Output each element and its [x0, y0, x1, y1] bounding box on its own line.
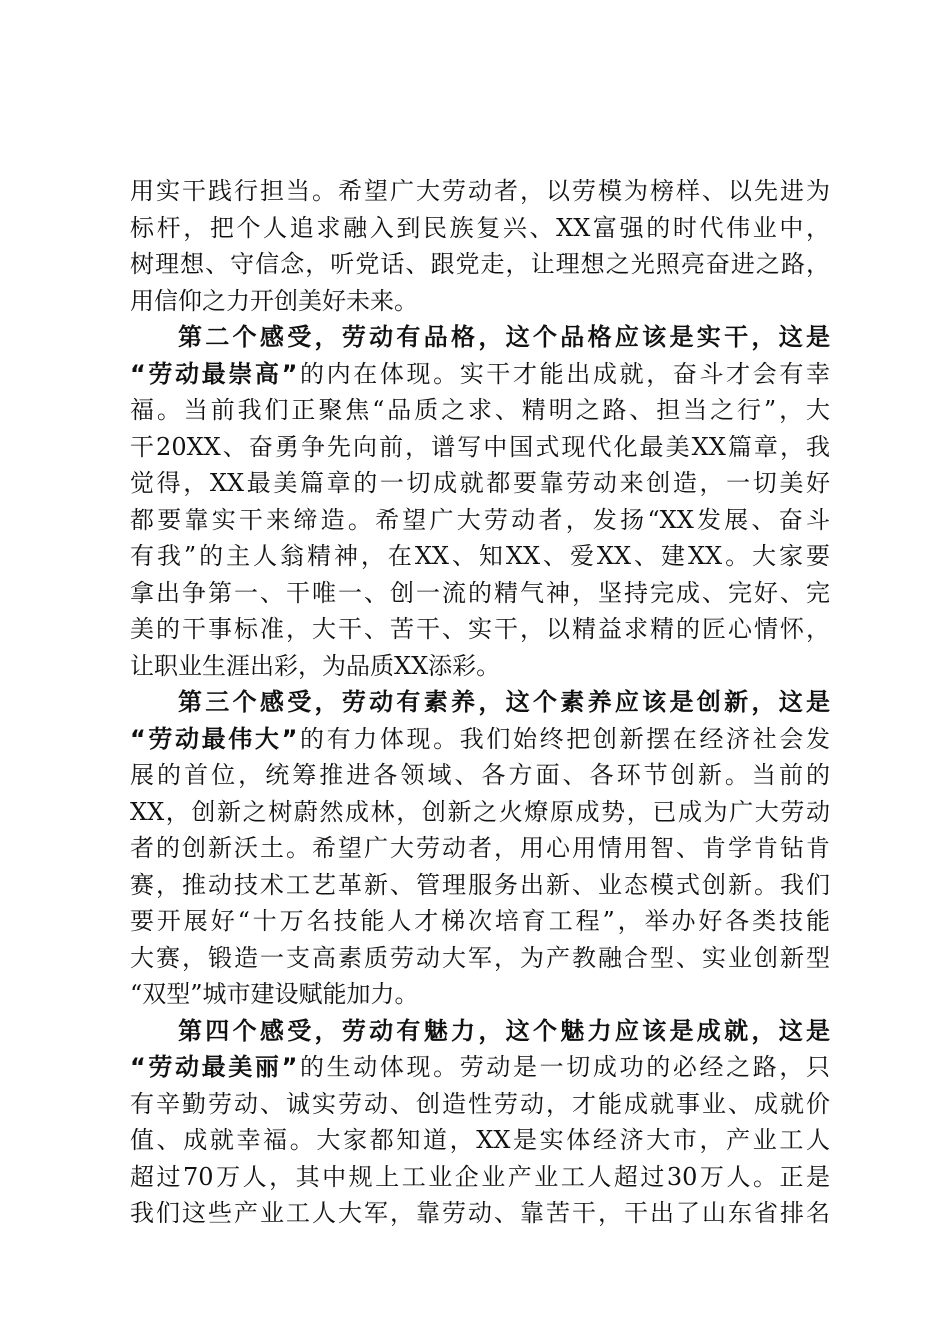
text-span: 的有力体现。我们始终把创新摆在经济社会发 — [297, 724, 830, 753]
text-line: 拿出争第一、干唯一、创一流的精气神，坚持完成、完好、完 — [130, 578, 830, 607]
text-line: 福。当前我们正聚焦“品质之求、精明之路、担当之行”，大 — [130, 396, 830, 424]
text-line: 觉得，XX最美篇章的一切成就都要靠劳动来创造，一切美好 — [130, 469, 830, 497]
text-line: 美的干事标准，大干、苦干、实干，以精益求精的匠心情怀， — [130, 615, 830, 643]
text-line: 让职业生涯出彩，为品质XX添彩。 — [130, 651, 501, 680]
text-line: 要开展好“十万名技能人才梯次培育工程”，举办好各类技能 — [130, 907, 830, 935]
text-line: 者的创新沃土。希望广大劳动者，用心用情用智、肯学肯钻肯 — [130, 834, 830, 862]
paragraph-heading: 第三个感受，劳动有素养，这个素养应该是创新，这是 — [178, 688, 830, 716]
text-line: 赛，推动技术工艺革新、管理服务出新、业态模式创新。我们 — [130, 870, 830, 899]
text-line: 标杆，把个人追求融入到民族复兴、XX富强的时代伟业中， — [130, 213, 830, 242]
text-line: 用信仰之力开创美好未来。 — [130, 286, 418, 315]
text-line: 我们这些产业工人大军，靠劳动、靠苦干，干出了山东省排名 — [130, 1199, 830, 1227]
text-line: 有我”的主人翁精神，在XX、知XX、爱XX、建XX。大家要 — [130, 542, 830, 570]
paragraph-heading: “劳动最伟大” — [130, 724, 298, 753]
paragraph-2 — [130, 319, 830, 684]
text-span: 的内在体现。实干才能出成就，奋斗才会有幸 — [297, 359, 830, 388]
paragraph-heading: “劳动最崇高” — [130, 359, 298, 388]
text-line: 用实干践行担当。希望广大劳动者，以劳模为榜样、以先进为 — [130, 177, 830, 205]
text-span: 的生动体现。劳动是一切成功的必经之路，只 — [297, 1053, 830, 1081]
paragraph-4 — [130, 1013, 830, 1232]
paragraph-heading: 第二个感受，劳动有品格，这个品格应该是实干，这是 — [178, 323, 830, 351]
paragraph-3 — [130, 684, 830, 1013]
paragraph-1 — [130, 173, 830, 319]
text-line — [130, 319, 830, 356]
text-line — [130, 356, 830, 393]
text-line: 干20XX、奋勇争先向前，谱写中国式现代化最美XX篇章，我 — [130, 432, 830, 461]
text-line: 都要靠实干来缔造。希望广大劳动者，发扬“XX发展、奋斗 — [130, 505, 830, 534]
text-line: XX，创新之树蔚然成林，创新之火燎原成势，已成为广大劳动 — [130, 797, 830, 826]
text-line — [130, 721, 830, 758]
text-line: 树理想、守信念，听党话、跟党走，让理想之光照亮奋进之路， — [130, 250, 830, 278]
text-line: 有辛勤劳动、诚实劳动、创造性劳动，才能成就事业、成就价 — [130, 1089, 830, 1118]
text-line — [130, 1049, 830, 1086]
paragraph-heading: 第四个感受，劳动有魅力，这个魅力应该是成就，这是 — [178, 1016, 830, 1045]
text-line: “双型”城市建设赋能加力。 — [130, 980, 419, 1008]
text-line: 值、成就幸福。大家都知道，XX是实体经济大市，产业工人 — [130, 1126, 830, 1154]
text-line: 展的首位，统筹推进各领域、各方面、各环节创新。当前的 — [130, 761, 830, 789]
text-line: 超过70万人，其中规上工业企业产业工人超过30万人。正是 — [130, 1162, 830, 1191]
text-line: 大赛，锻造一支高素质劳动大军，为产教融合型、实业创新型 — [130, 943, 830, 972]
text-line — [130, 684, 830, 721]
document-body — [130, 173, 830, 1232]
paragraph-heading: “劳动最美丽” — [130, 1053, 298, 1081]
text-line — [130, 1013, 830, 1050]
